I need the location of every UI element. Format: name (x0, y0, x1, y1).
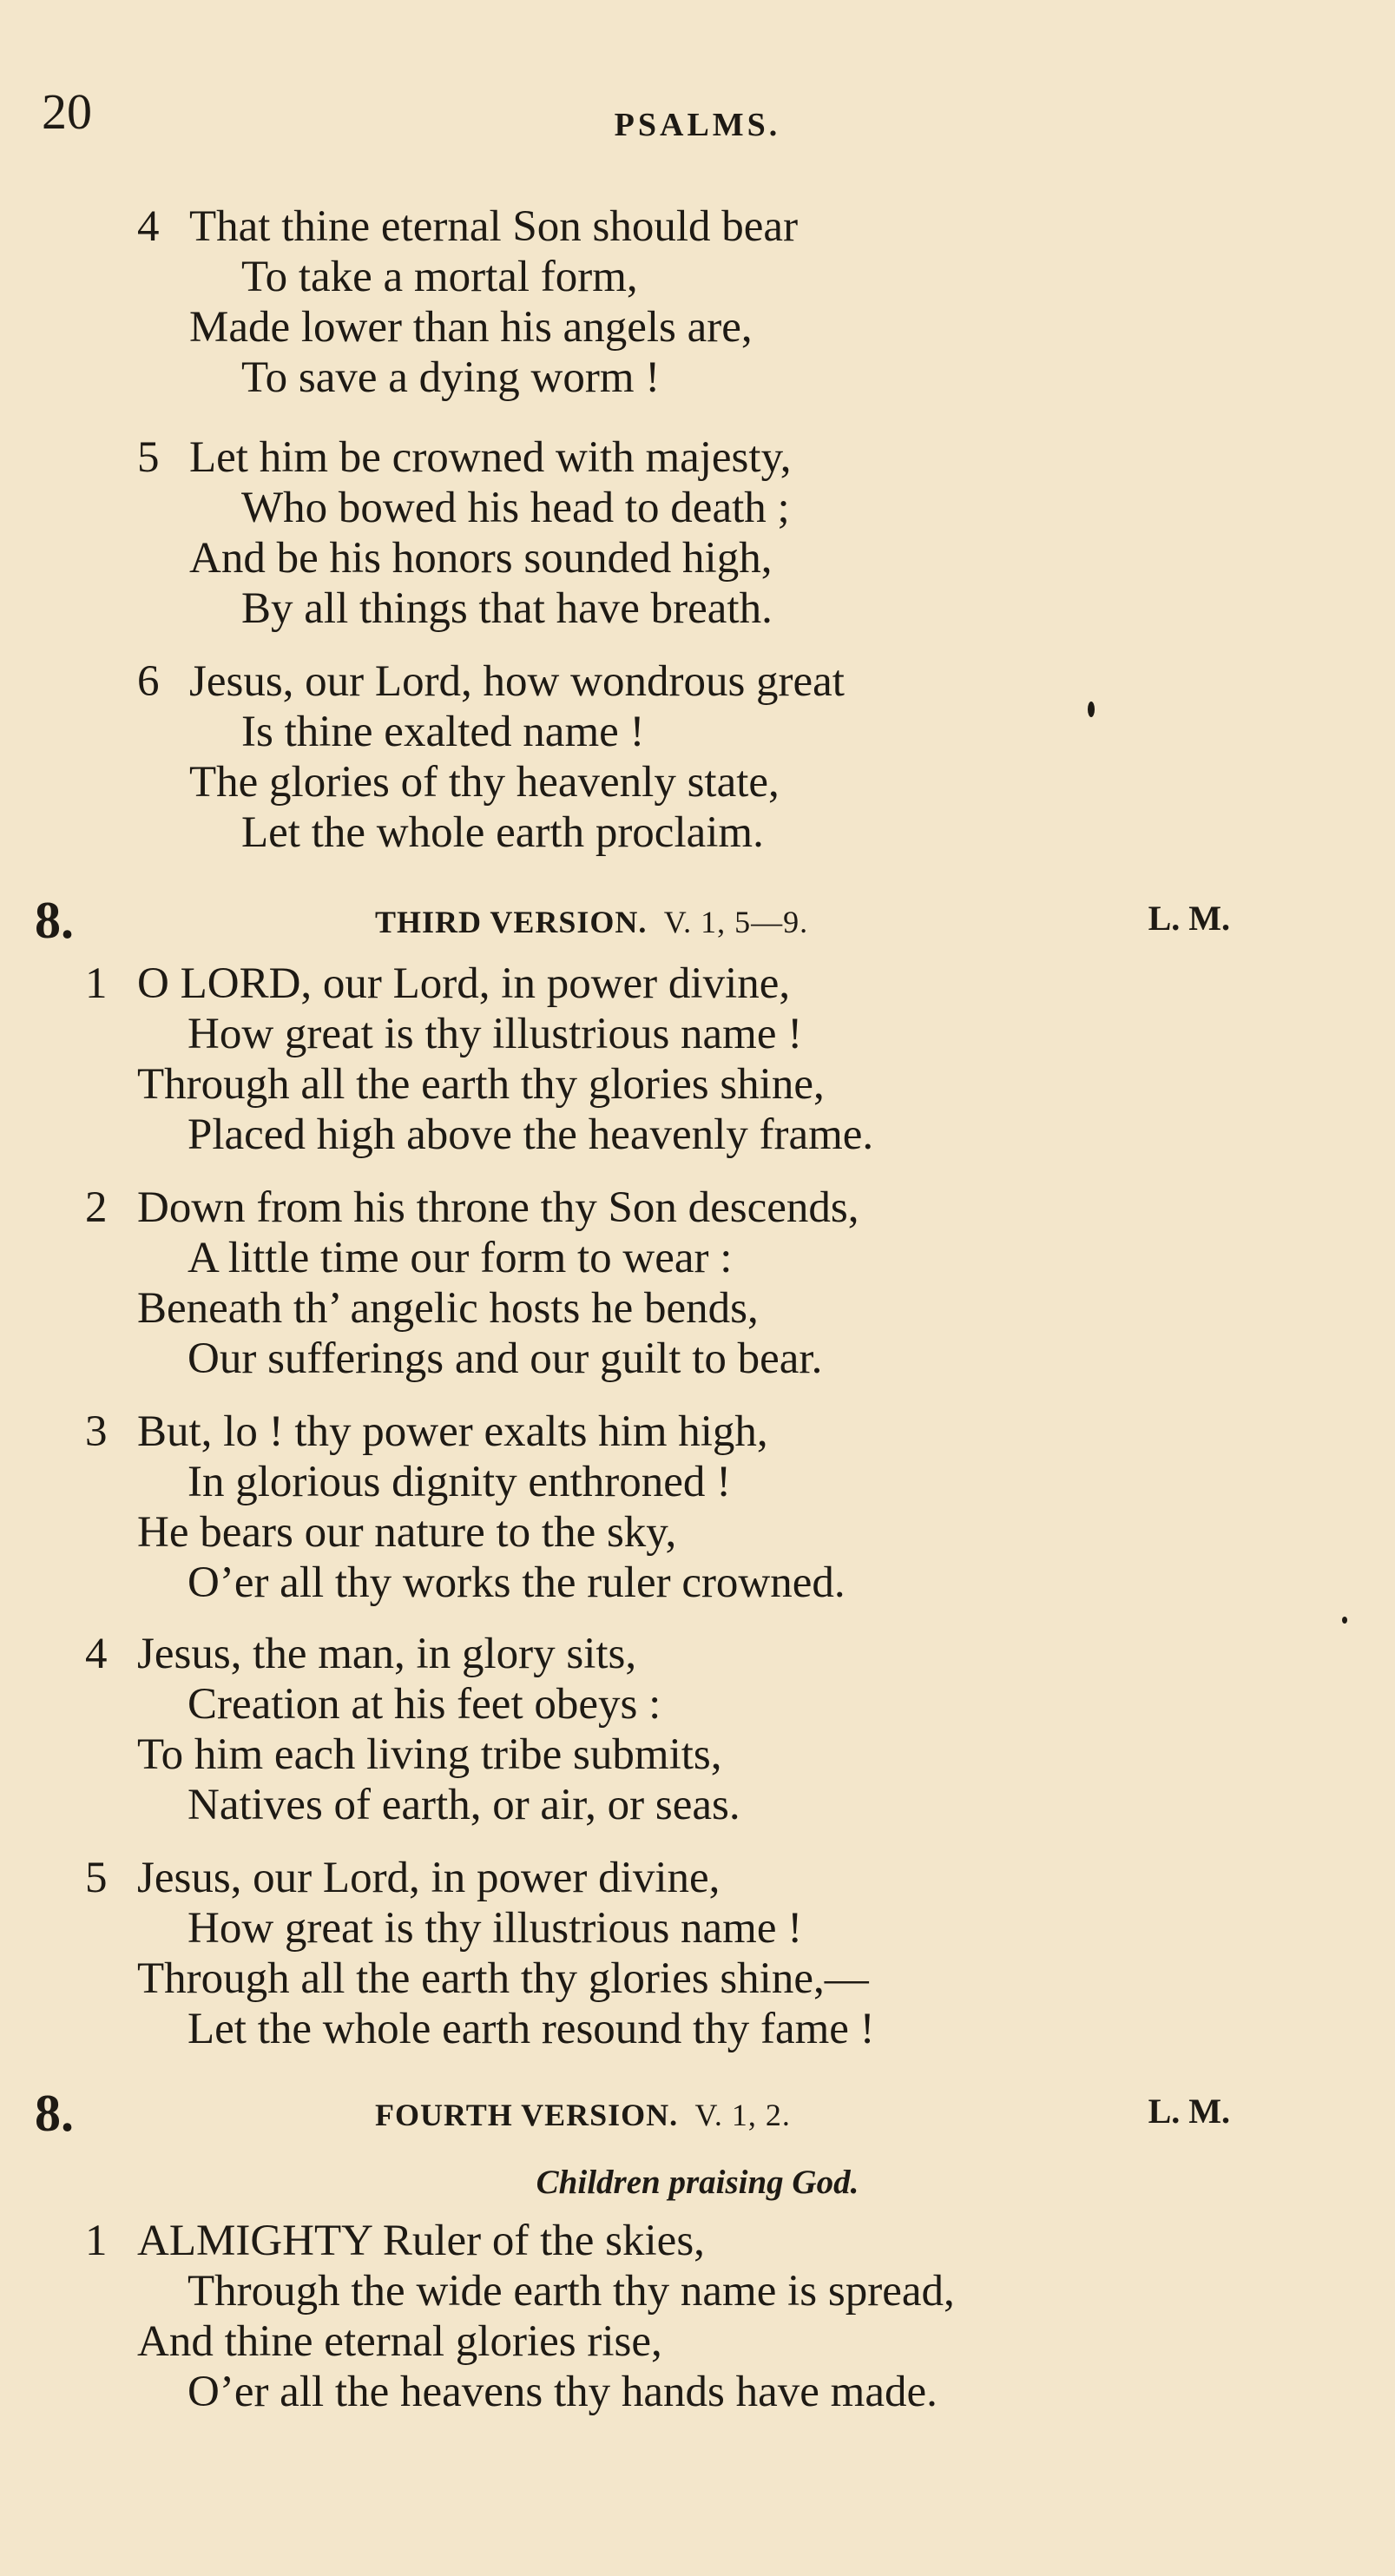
verse-line: And thine eternal glories rise, (137, 2317, 662, 2366)
verse-line: In glorious dignity enthroned ! (188, 1458, 732, 1506)
verse-line: Let him be crowned with majesty, (189, 433, 792, 482)
verse-line: Who bowed his head to death ; (241, 484, 790, 532)
stanza-number: 6 (137, 657, 160, 706)
verse-line: That thine eternal Son should bear (189, 202, 799, 251)
verse-line: Made lower than his angels are, (189, 303, 753, 352)
ink-speck (1088, 702, 1095, 717)
verse-line: To take a mortal form, (241, 253, 638, 301)
verse-line: To him each living tribe submits, (137, 1730, 722, 1779)
stanza-number: 5 (85, 1854, 108, 1902)
verse-line: O’er all the heavens thy hands have made. (188, 2368, 938, 2416)
verse-reference: V. 1, 5—9. (663, 905, 809, 939)
stanza-number: 1 (85, 959, 108, 1008)
verse-line: A little time our form to wear : (188, 1234, 733, 1282)
verse-line: Down from his throne thy Son descends, (137, 1183, 859, 1232)
stanza-number: 3 (85, 1407, 108, 1456)
running-head: PSALMS. (614, 107, 781, 143)
verse-line: How great is thy illustrious name ! (188, 1010, 803, 1058)
verse-line: Let the whole earth resound thy fame ! (188, 2005, 875, 2053)
verse-line: Through the wide earth thy name is spread, (188, 2267, 955, 2316)
verse-line: Jesus, our Lord, how wondrous great (189, 657, 845, 706)
verse-line: By all things that have breath. (241, 584, 773, 633)
verse-line: Through all the earth thy glories shine, (137, 1060, 825, 1109)
verse-line: O’er all thy works the ruler crowned. (188, 1558, 846, 1607)
stanza-number: 4 (85, 1630, 108, 1678)
meter-label: L. M. (1148, 899, 1230, 938)
verse-line: Beneath th’ angelic hosts he bends, (137, 1284, 759, 1333)
verse-line: To save a dying worm ! (241, 353, 661, 402)
version-title (375, 906, 808, 938)
section-subtitle: Children praising God. (536, 2164, 859, 2201)
verse-line: Jesus, the man, in glory sits, (137, 1630, 637, 1678)
verse-line: How great is thy illustrious name ! (188, 1904, 803, 1953)
verse-line: Through all the earth thy glories shine,— (137, 1954, 869, 2003)
verse-line: He bears our nature to the sky, (137, 1508, 677, 1557)
stanza-number: 1 (85, 2217, 108, 2265)
stanza-number: 5 (137, 433, 160, 482)
verse-line: Placed high above the heavenly frame. (188, 1110, 874, 1159)
section-heading (0, 2085, 1395, 2142)
version-title (375, 2099, 791, 2131)
stanza-number: 4 (137, 202, 160, 251)
verse-line: The glories of thy heavenly state, (189, 758, 780, 807)
verse-line: Our sufferings and our guilt to bear. (188, 1334, 823, 1383)
verse-line: Jesus, our Lord, in power divine, (137, 1854, 721, 1902)
verse-line: Creation at his feet obeys : (188, 1680, 661, 1729)
section-heading (0, 892, 1395, 949)
verse-line: Let the whole earth proclaim. (241, 808, 764, 857)
verse-line: Is thine exalted name ! (241, 708, 645, 756)
verse-reference: V. 1, 2. (694, 2098, 791, 2132)
version-name: FOURTH VERSION. (375, 2098, 679, 2132)
ink-speck (1342, 1617, 1347, 1624)
verse-line: But, lo ! thy power exalts him high, (137, 1407, 768, 1456)
version-name: THIRD VERSION. (375, 905, 648, 939)
verse-line: And be his honors sounded high, (189, 534, 773, 583)
stanza-number: 2 (85, 1183, 108, 1232)
meter-label: L. M. (1148, 2092, 1230, 2131)
psalm-number: 8. (35, 2085, 74, 2142)
psalm-number: 8. (35, 892, 74, 949)
verse-line: O LORD, our Lord, in power divine, (137, 959, 791, 1008)
verse-line: Natives of earth, or air, or seas. (188, 1781, 740, 1829)
verse-line: ALMIGHTY Ruler of the skies, (137, 2217, 705, 2265)
page-number: 20 (42, 83, 92, 140)
